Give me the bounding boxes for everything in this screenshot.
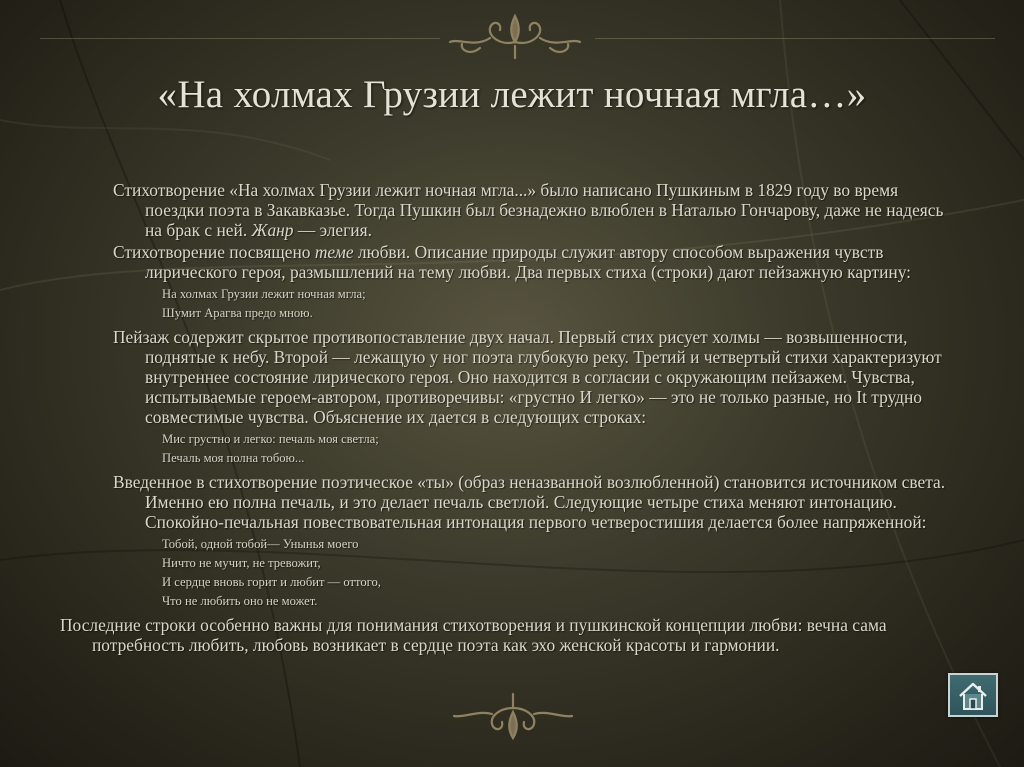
theme-word: теме xyxy=(314,242,354,262)
verse-line: Ничто не мучит, не тревожит, xyxy=(162,556,321,570)
paragraph-landscape: Пейзаж содержит скрытое противопоставление двух начал. Первый стих рисует холмы — возвышенности, поднятые к небу. Второй — лежащую у ног поэта глубокую реку. Третий и четвертый стихи характеризуют внутреннее состояние лирического героя. Оно находится в согласии с окружающим пейзажем. Чувства, испытываемые героем-автором, противоречивы: «грустно И легко» — это не только разные, но It трудно совместимые чувства. Объяснение их дается в следующих строках: xyxy=(113,327,942,427)
genre-label: Жанр xyxy=(251,220,294,240)
paragraph-intro xyxy=(113,180,960,240)
home-button[interactable] xyxy=(948,673,998,717)
verse-block-1 xyxy=(60,285,960,323)
paragraph-intro-text: Стихотворение «На холмах Грузии лежит ночная мгла...» было написано Пушкиным в 1829 году во время поездки поэта в Закавказье. Тогда Пушкин был безнадежно влюблен в Наталью Гончарову, даже не надеясь на брак с ней. xyxy=(113,180,944,240)
paragraph-you: Введенное в стихотворение поэтическое «ты» (образ неназванной возлюбленной) становится источником света. Именно ею полна печаль, и это делает печаль светлой. Следующие четыре стиха меняют интонацию. Спокойно-печальная повествовательная интонация первого четверостишия делается более напряженной: xyxy=(113,472,946,532)
verse-line: Печаль моя полна тобою... xyxy=(162,451,305,465)
verse-line: На холмах Грузии лежит ночная мгла; xyxy=(162,287,366,301)
paragraph-theme-text: Стихотворение посвящено xyxy=(113,242,311,262)
verse-line: Шумит Арагва предо мною. xyxy=(162,306,313,320)
verse-block-3 xyxy=(60,535,960,611)
verse-line: И сердце вновь горит и любит — оттого, xyxy=(162,575,381,589)
verse-line: Что не любить оно не может. xyxy=(162,594,318,608)
paragraph-theme xyxy=(113,242,960,282)
verse-block-2 xyxy=(60,430,960,468)
top-ornament xyxy=(440,8,590,64)
genre-value: — элегия. xyxy=(293,220,372,240)
slide-title: «На холмах Грузии лежит ночная мгла…» xyxy=(157,73,867,116)
top-divider-left xyxy=(40,38,440,39)
paragraph-conclusion: Последние строки особенно важны для понимания стихотворения и пушкинской концепции любви: вечна сама потребность любить, любовь возникает в сердце поэта как эхо женской красоты и гармонии. xyxy=(60,615,887,655)
home-icon xyxy=(957,680,989,712)
top-divider-right xyxy=(595,38,995,39)
verse-line: Тобой, одной тобой— Унынья моего xyxy=(162,537,359,551)
slide-body xyxy=(60,180,960,657)
theme-rest: любви. Описание природы служит автору способом выражения чувств лирического героя, размышлений на тему любви. Два первых стиха (строки) дают пейзажную картину: xyxy=(145,242,912,282)
bottom-ornament xyxy=(448,688,578,742)
verse-line: Мис грустно и легко: печаль моя светла; xyxy=(162,432,379,446)
